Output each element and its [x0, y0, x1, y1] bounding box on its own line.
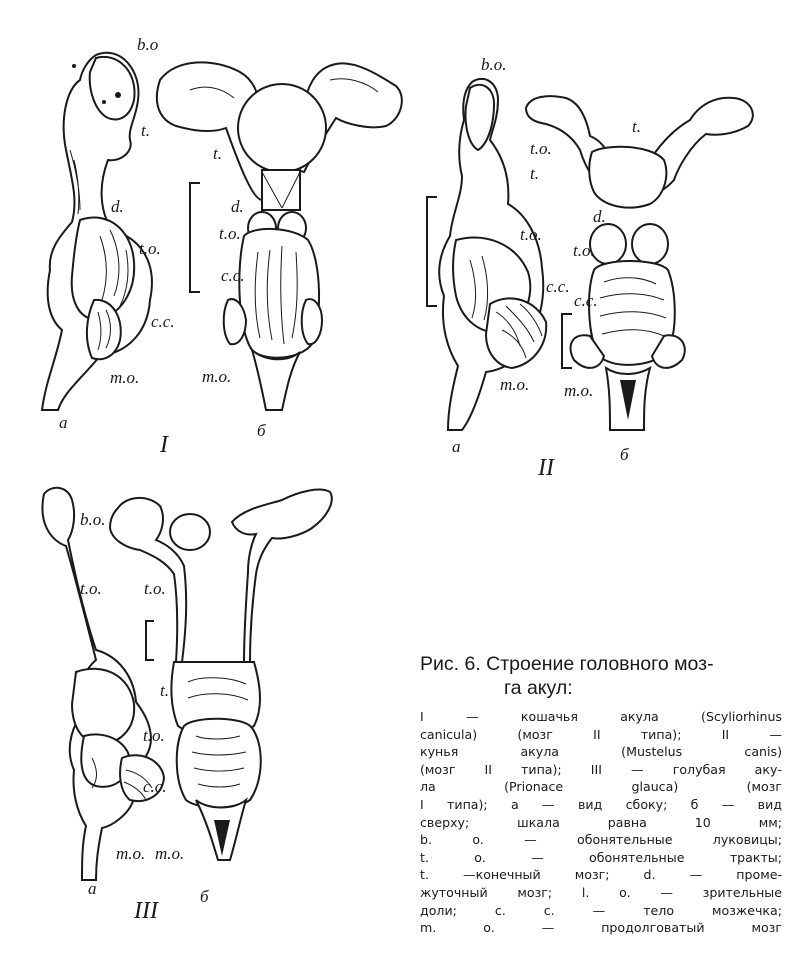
caption-line: t. o. — обонятельные тракты;: [420, 849, 782, 865]
label-m-o: m.o.: [500, 375, 530, 394]
view-label-b: б: [620, 445, 629, 464]
panel-II-top-view-drawing: [526, 96, 753, 430]
caption-line: canicula) (мозг II типа); II —: [420, 726, 782, 742]
caption-title-line: га акул:: [504, 677, 573, 699]
panel-II-scale-bar: [427, 197, 437, 306]
view-label-a: a: [88, 879, 97, 898]
caption-line: кунья акула (Mustelus canis): [420, 744, 782, 760]
panel-numeral: III: [134, 898, 158, 924]
figure-caption: [420, 652, 782, 937]
view-label-a: a: [452, 437, 461, 456]
panel-II-scale-bar-2: [562, 314, 572, 368]
label-t-o: t.o.: [219, 224, 241, 243]
caption-line: (мозг II типа); III — голубая аку-: [420, 761, 782, 777]
label-t-o: t.o.: [144, 579, 166, 598]
view-label-a: a: [59, 413, 68, 432]
label-m-o: m.o.: [564, 381, 594, 400]
caption-line: ла (Prionace glauca) (мозг: [420, 779, 782, 795]
label-t-o: t.o.: [80, 579, 102, 598]
panel-III-scale-bar: [146, 621, 154, 660]
label-d: d.: [231, 197, 244, 216]
label-m-o: m.o.: [202, 367, 232, 386]
caption-line: сверху; шкала равна 10 мм;: [420, 814, 782, 830]
label-t: t.: [530, 164, 539, 183]
label-d: d.: [111, 197, 124, 216]
label-c-c: c.c.: [151, 312, 175, 331]
panel-numeral: I: [160, 432, 168, 458]
caption-line: t. —конечный мозг; d. — проме-: [420, 867, 782, 883]
label-t-o: t.o.: [530, 139, 552, 158]
panel-I-scale-bar: [190, 183, 200, 292]
label-m-o: m.o.: [110, 368, 140, 387]
label-t: t.: [160, 681, 169, 700]
caption-title-line: Рис. 6. Строение головного моз-: [420, 653, 714, 675]
view-label-b: б: [200, 887, 209, 906]
label-c-c: c.c.: [546, 277, 570, 296]
label-t: t.: [213, 144, 222, 163]
label-t-o: t.o.: [573, 241, 595, 260]
panel-III: [42, 488, 331, 880]
label-m-o: m.o.: [155, 844, 185, 863]
label-c-c: c.c.: [574, 291, 598, 310]
label-b-o: b.o.: [481, 55, 507, 74]
label-c-c: c.c.: [143, 777, 167, 796]
label-c-c: c.c.: [221, 266, 245, 285]
label-m-o: m.o.: [116, 844, 146, 863]
panel-I-top-view-drawing: [157, 62, 402, 410]
caption-line: b. o. — обонятельные луковицы;: [420, 832, 782, 848]
label-b-o: b.o: [137, 35, 159, 54]
caption-line: m. o. — продолговатый мозг: [420, 920, 782, 936]
label-t-o: t.o.: [143, 726, 165, 745]
caption-title: [420, 652, 782, 700]
caption-line: I типа); а — вид сбоку; б — вид: [420, 796, 782, 812]
label-t-o: t.o.: [520, 225, 542, 244]
label-t: t.: [141, 121, 150, 140]
caption-line: доли; c. c. — тело мозжечка;: [420, 902, 782, 918]
label-b-o: b.o.: [80, 510, 106, 529]
caption-line: жуточный мозг; l. o. — зрительные: [420, 884, 782, 900]
label-d: d.: [593, 207, 606, 226]
label-t-o: t.o.: [139, 239, 161, 258]
panel-I-side-view-drawing: [42, 53, 152, 410]
label-t: t.: [632, 117, 641, 136]
view-label-b: б: [257, 421, 266, 440]
panel-III-top-view-drawing: [110, 490, 332, 860]
caption-body: [420, 708, 782, 937]
panel-II-side-view-drawing: [439, 79, 546, 430]
panel-numeral: II: [538, 455, 554, 481]
caption-line: I — кошачья акула (Scyliorhinus: [420, 709, 782, 724]
